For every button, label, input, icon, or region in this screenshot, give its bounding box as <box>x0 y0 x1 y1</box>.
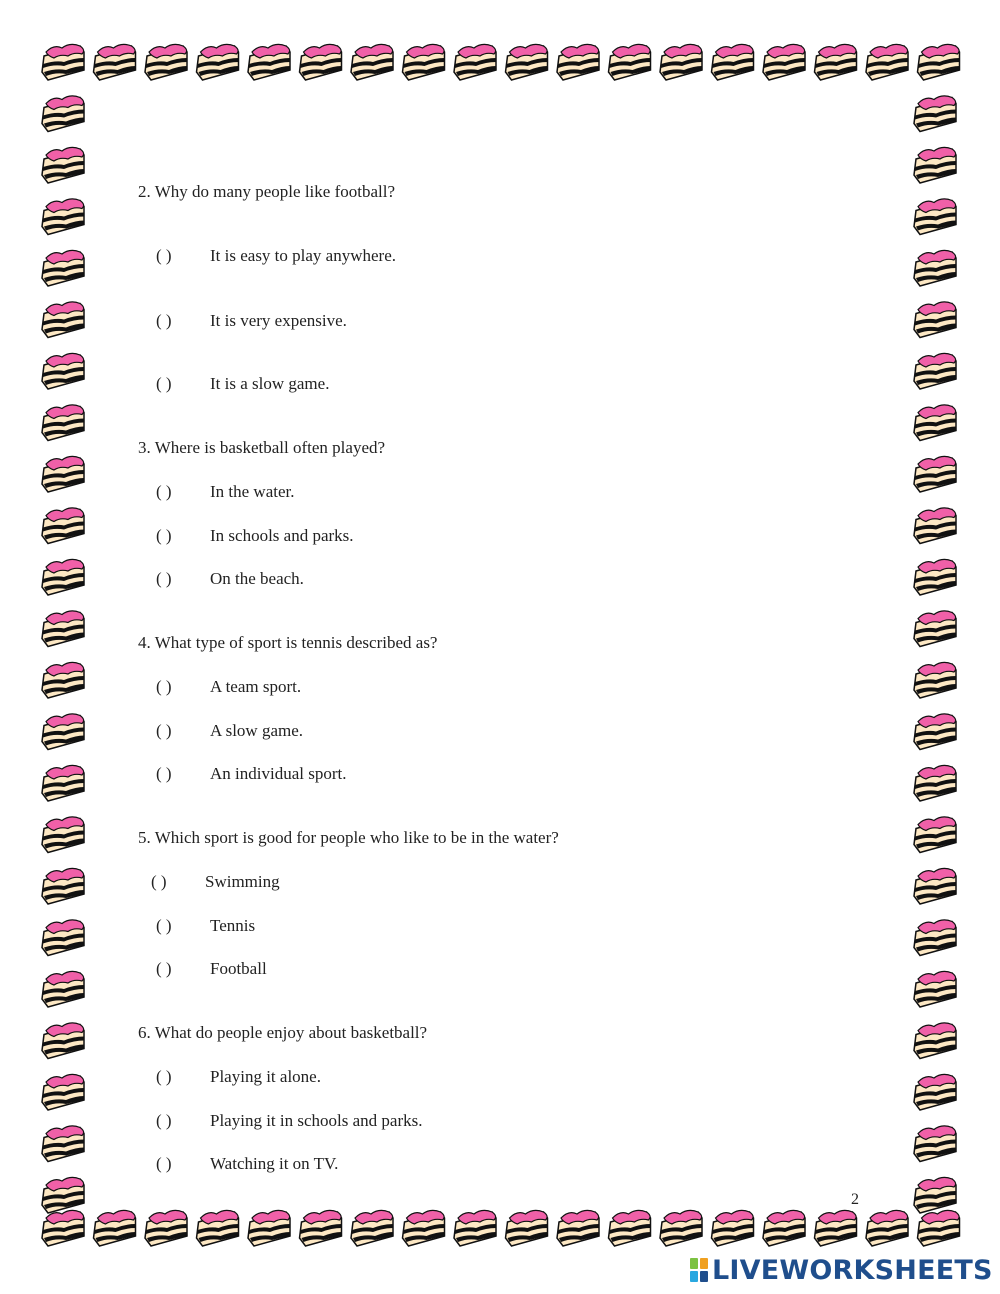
cake-slice-icon <box>914 1074 956 1110</box>
cake-slice-icon <box>914 1177 956 1213</box>
cake-slice-icon <box>506 44 548 80</box>
cake-slice-icon <box>42 250 84 286</box>
cake-slice-icon <box>42 1074 84 1110</box>
cake-slice-icon <box>914 920 956 956</box>
cake-slice-icon <box>145 1210 187 1246</box>
cake-slice-icon <box>866 44 908 80</box>
answer-option <box>156 311 347 331</box>
answer-checkbox[interactable]: ( ) <box>151 872 167 891</box>
answer-option-label: It is a slow game. <box>210 374 330 393</box>
answer-option <box>156 1067 321 1087</box>
cake-slice-icon <box>42 971 84 1007</box>
cake-slice-icon <box>914 508 956 544</box>
cake-slice-icon <box>42 1126 84 1162</box>
cake-slice-icon <box>351 1210 393 1246</box>
cake-slice-icon <box>454 44 496 80</box>
cake-slice-icon <box>42 868 84 904</box>
answer-checkbox[interactable]: ( ) <box>156 916 172 935</box>
cake-slice-icon <box>42 714 84 750</box>
cake-slice-icon <box>300 44 342 80</box>
question-text: 3. Where is basketball often played? <box>138 438 386 457</box>
answer-checkbox[interactable]: ( ) <box>156 1111 172 1130</box>
cake-slice-icon <box>815 44 857 80</box>
cake-slice-icon <box>914 868 956 904</box>
answer-option <box>156 246 396 266</box>
cake-slice-icon <box>351 44 393 80</box>
cake-slice-icon <box>914 353 956 389</box>
cake-slice-icon <box>42 1023 84 1059</box>
cake-slice-icon <box>300 1210 342 1246</box>
question-text: 4. What type of sport is tennis described as? <box>138 633 438 652</box>
answer-option <box>156 1154 338 1174</box>
answer-option-label: A team sport. <box>210 677 302 696</box>
cake-slice-icon <box>866 1210 908 1246</box>
cake-slice-icon <box>145 44 187 80</box>
answer-option <box>156 482 295 502</box>
cake-slice-icon <box>609 44 651 80</box>
answer-option-label: Football <box>210 959 267 978</box>
cake-slice-icon <box>609 1210 651 1246</box>
liveworksheets-logo <box>690 1254 993 1286</box>
cake-slice-icon <box>403 44 445 80</box>
cake-slice-icon <box>42 353 84 389</box>
answer-option <box>156 569 304 589</box>
cake-slice-icon <box>914 662 956 698</box>
cake-slice-icon <box>42 765 84 801</box>
cake-slice-icon <box>914 817 956 853</box>
answer-option-label: It is easy to play anywhere. <box>210 246 396 265</box>
cake-slice-icon <box>914 302 956 338</box>
answer-option <box>156 526 354 546</box>
answer-option <box>151 872 280 892</box>
answer-checkbox[interactable]: ( ) <box>156 374 172 393</box>
answer-checkbox[interactable]: ( ) <box>156 959 172 978</box>
cake-slice-icon <box>94 1210 136 1246</box>
cake-slice-icon <box>660 1210 702 1246</box>
cake-slice-icon <box>914 1126 956 1162</box>
cake-slice-icon <box>42 44 84 80</box>
cake-slice-icon <box>42 456 84 492</box>
answer-checkbox[interactable]: ( ) <box>156 1067 172 1086</box>
cake-slice-icon <box>918 44 960 80</box>
cake-slice-icon <box>914 971 956 1007</box>
cake-slice-icon <box>914 96 956 132</box>
page-number: 2 <box>851 1191 859 1208</box>
cake-slice-icon <box>506 1210 548 1246</box>
cake-slice-icon <box>914 765 956 801</box>
question-text: 5. Which sport is good for people who like to be in the water? <box>138 828 559 847</box>
cake-slice-icon <box>815 1210 857 1246</box>
answer-option <box>156 1111 422 1131</box>
cake-slice-icon <box>914 456 956 492</box>
cake-slice-icon <box>42 96 84 132</box>
cake-slice-icon <box>42 662 84 698</box>
cake-slice-icon <box>712 44 754 80</box>
answer-option-label: Playing it alone. <box>210 1067 321 1086</box>
cake-slice-icon <box>557 1210 599 1246</box>
cake-slice-icon <box>914 199 956 235</box>
cake-slice-icon <box>918 1210 960 1246</box>
answer-checkbox[interactable]: ( ) <box>156 721 172 740</box>
answer-option-label: On the beach. <box>210 569 304 588</box>
cake-slice-icon <box>42 508 84 544</box>
question-text: 2. Why do many people like football? <box>138 182 395 201</box>
answer-option <box>156 764 346 784</box>
cake-slice-icon <box>42 199 84 235</box>
cake-slice-icon <box>94 44 136 80</box>
answer-option <box>156 959 267 979</box>
cake-slice-icon <box>42 559 84 595</box>
cake-slice-icon <box>914 714 956 750</box>
answer-checkbox[interactable]: ( ) <box>156 764 172 783</box>
answer-option <box>156 916 255 936</box>
cake-slice-icon <box>42 920 84 956</box>
cake-slice-icon <box>403 1210 445 1246</box>
cake-slice-icon <box>660 44 702 80</box>
answer-option <box>156 374 329 394</box>
cake-slice-icon <box>712 1210 754 1246</box>
answer-checkbox[interactable]: ( ) <box>156 677 172 696</box>
answer-checkbox[interactable]: ( ) <box>156 311 172 330</box>
cake-slice-icon <box>42 611 84 647</box>
cake-slice-icon <box>42 302 84 338</box>
answer-checkbox[interactable]: ( ) <box>156 246 172 265</box>
answer-option <box>156 721 303 741</box>
cake-slice-icon <box>914 1023 956 1059</box>
cake-slice-icon <box>42 817 84 853</box>
cake-slice-icon <box>248 1210 290 1246</box>
answer-option-label: Watching it on TV. <box>210 1154 339 1173</box>
cake-slice-icon <box>914 250 956 286</box>
answer-option-label: A slow game. <box>210 721 304 740</box>
cake-slice-icon <box>557 44 599 80</box>
cake-slice-icon <box>248 44 290 80</box>
cake-slice-icon <box>763 44 805 80</box>
cake-slice-icon <box>914 147 956 183</box>
cake-slice-icon <box>763 1210 805 1246</box>
logo-mark-icon <box>690 1258 708 1282</box>
cake-slice-icon <box>42 405 84 441</box>
cake-slice-icon <box>197 44 239 80</box>
cake-slice-icon <box>42 147 84 183</box>
cake-slice-icon <box>914 405 956 441</box>
cake-slice-icon <box>914 559 956 595</box>
answer-option-label: Swimming <box>205 872 280 891</box>
answer-checkbox[interactable]: ( ) <box>156 482 172 501</box>
cake-slice-icon <box>42 1177 84 1213</box>
answer-checkbox[interactable]: ( ) <box>156 526 172 545</box>
answer-option-label: In schools and parks. <box>210 526 354 545</box>
answer-option-label: In the water. <box>210 482 295 501</box>
cake-slice-icon <box>197 1210 239 1246</box>
cake-slice-icon <box>914 611 956 647</box>
answer-option-label: An individual sport. <box>210 764 347 783</box>
answer-option-label: Playing it in schools and parks. <box>210 1111 423 1130</box>
answer-option-label: It is very expensive. <box>210 311 347 330</box>
logo-text: LIVEWORKSHEETS <box>712 1254 993 1286</box>
cake-slice-icon <box>42 1210 84 1246</box>
cake-slice-icon <box>454 1210 496 1246</box>
answer-checkbox[interactable]: ( ) <box>156 1154 172 1173</box>
answer-option-label: Tennis <box>210 916 256 935</box>
answer-checkbox[interactable]: ( ) <box>156 569 172 588</box>
question-text: 6. What do people enjoy about basketball? <box>138 1023 428 1042</box>
answer-option <box>156 677 301 697</box>
